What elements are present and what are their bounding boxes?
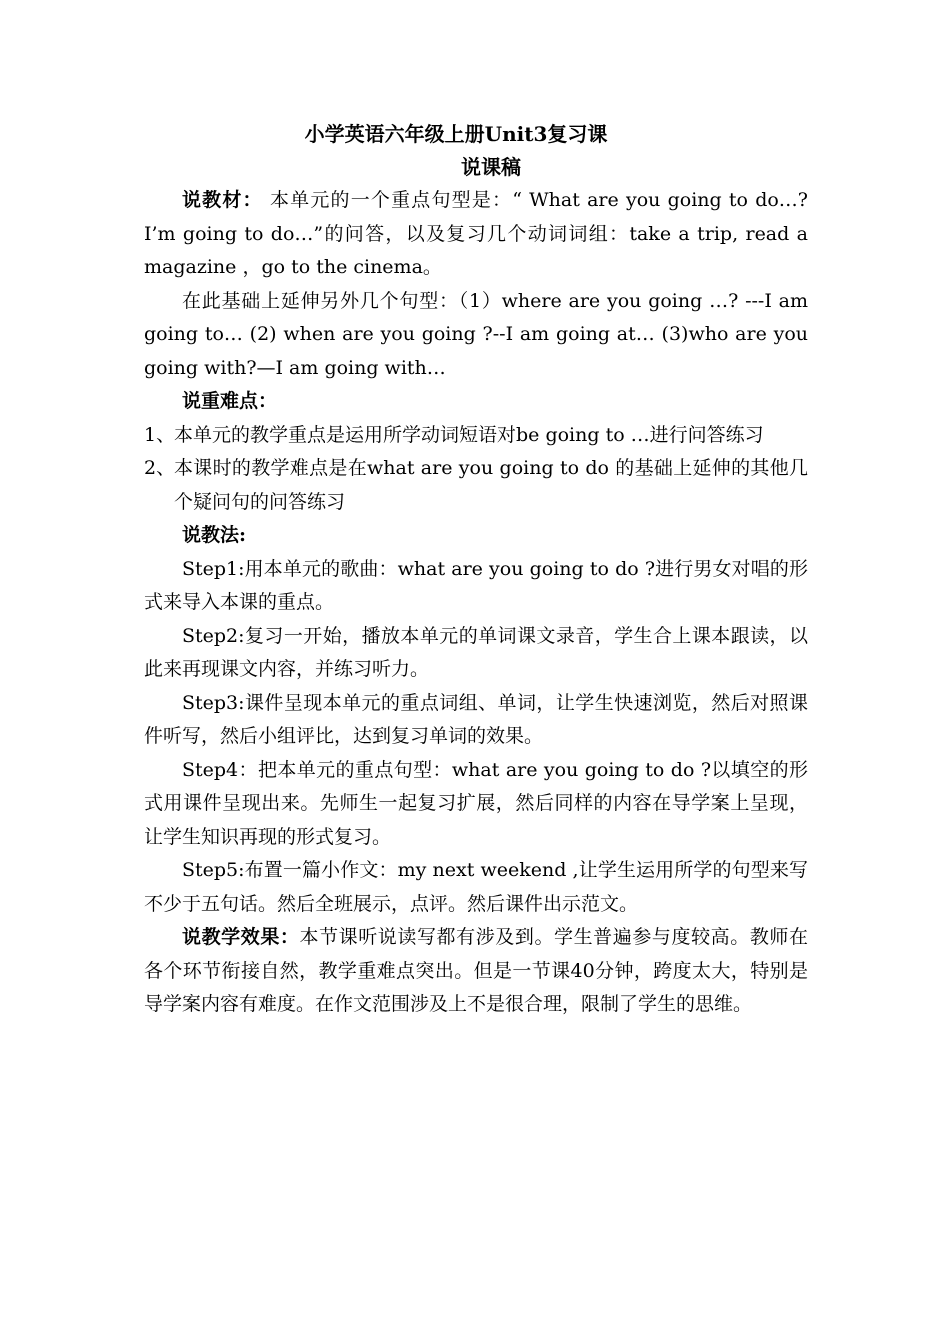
method-step: Step5:布置一篇小作文：my next weekend ,让学生运用所学的句型来写不少于五句话。然后全班展示，点评。然后课件出示范文。 [144,859,808,915]
document-title: 小学英语六年级上册Unit3复习课 [304,122,608,146]
material-paragraph [144,184,808,285]
effect-text: 本节课听说读写都有涉及到。学生普遍参与度较高。教师在各个环节衔接自然，教学重难点突出。但是一节课40分钟，跨度太大，特别是导学案内容有难度。在作文范围涉及上不是很合理，限制了学生的思维。 [144,926,808,1015]
list-text: 本课时的教学难点是在what are you going to do 的基础上延伸的其他几个疑问句的问答练习 [174,457,808,513]
effect-label: 说教学效果： [182,926,300,948]
list-text: 本单元的教学重点是运用所学动词短语对be going to …进行问答练习 [174,423,764,446]
method-step: Step4：把本单元的重点句型：what are you going to do ?以填空的形式用课件呈现出来。先师生一起复习扩展，然后同样的内容在导学案上呈现，让学生知识再现的形式复习。 [144,758,808,848]
method-heading: 说教法: [182,524,247,546]
document-page [144,118,808,1022]
material-text: 本单元的一个重点句型是：“ What are you going to do…? I’m going to do…”的问答，以及复习几个动词词组：take a trip, read a magazine ，go to the cinema。 [144,189,808,278]
method-step: Step1:用本单元的歌曲：what are you going to do ?进行男女对唱的形式来导入本课的重点。 [144,557,808,613]
material-label: 说教材： [182,189,263,211]
list-item [144,419,808,453]
list-number: 1、 [144,423,176,446]
material-extension: 在此基础上延伸另外几个句型：（1）where are you going …? ---I am going to… (2) when are you going ?--I am going at… (3)who are you going with?—I am going with… [144,289,808,379]
list-item [144,452,808,519]
document-subtitle: 说课稿 [461,155,521,179]
method-step: Step2:复习一开始，播放本单元的单词课文录音，学生合上课本跟读，以此来再现课文内容，并练习听力。 [144,624,808,680]
effect-paragraph [144,921,808,1022]
list-number: 2、 [144,457,176,479]
method-step: Step3:课件呈现本单元的重点词组、单词，让学生快速浏览，然后对照课件听写，然后小组评比，达到复习单词的效果。 [144,691,808,747]
difficulties-heading: 说重难点： [182,390,278,412]
